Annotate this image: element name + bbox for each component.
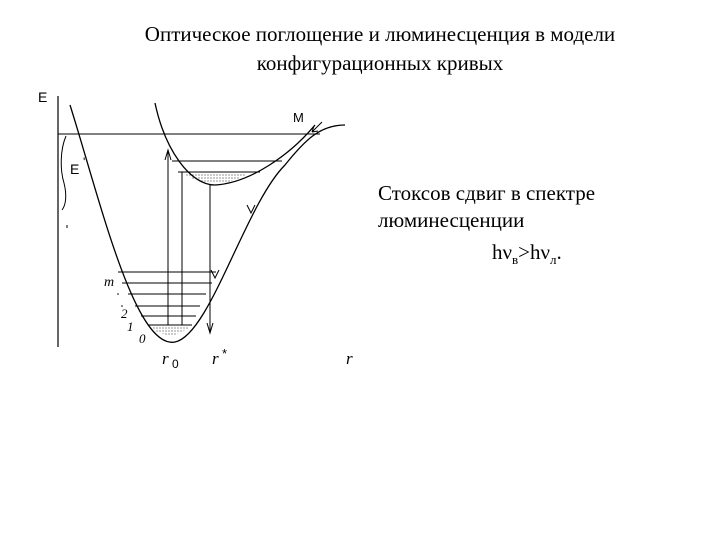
level-m-label: m [104, 275, 115, 290]
luminescence-subscript: л [549, 252, 557, 268]
activation-energy-label: E [70, 161, 80, 177]
activation-energy-brace [61, 136, 66, 210]
relaxation-arrow-icon [211, 270, 219, 278]
h-nu-absorption: hν [492, 240, 512, 264]
r0-label: r [162, 349, 169, 368]
absorption-subscript: в [512, 252, 519, 268]
ground-state-curve [70, 105, 345, 342]
r-star-mark: * [222, 346, 228, 361]
level-2-label: 2 [121, 306, 128, 321]
r-star-label: r [212, 349, 219, 368]
stokes-line-2: люминесценции [378, 208, 525, 232]
r-axis-label: r [346, 349, 353, 368]
energy-axis-label: E [38, 89, 48, 105]
greater-than-sign: > [518, 240, 530, 264]
title-line-1: Оптическое поглощение и люминесценция в модели [144, 22, 616, 46]
level-0-label: 0 [139, 331, 146, 346]
axis-marker-dot [117, 293, 119, 295]
h-nu-luminescence: hν [529, 240, 550, 264]
formula-period: . [556, 240, 562, 264]
stokes-line-1: Стоксов сдвиг в спектре [378, 181, 596, 205]
point-m-label: M [293, 110, 304, 125]
activation-energy-prime: ' [83, 155, 86, 169]
title-line-2: конфигурационных кривых [256, 51, 504, 75]
r0-subscript: 0 [172, 357, 179, 371]
level-1-label: 1 [127, 319, 134, 334]
